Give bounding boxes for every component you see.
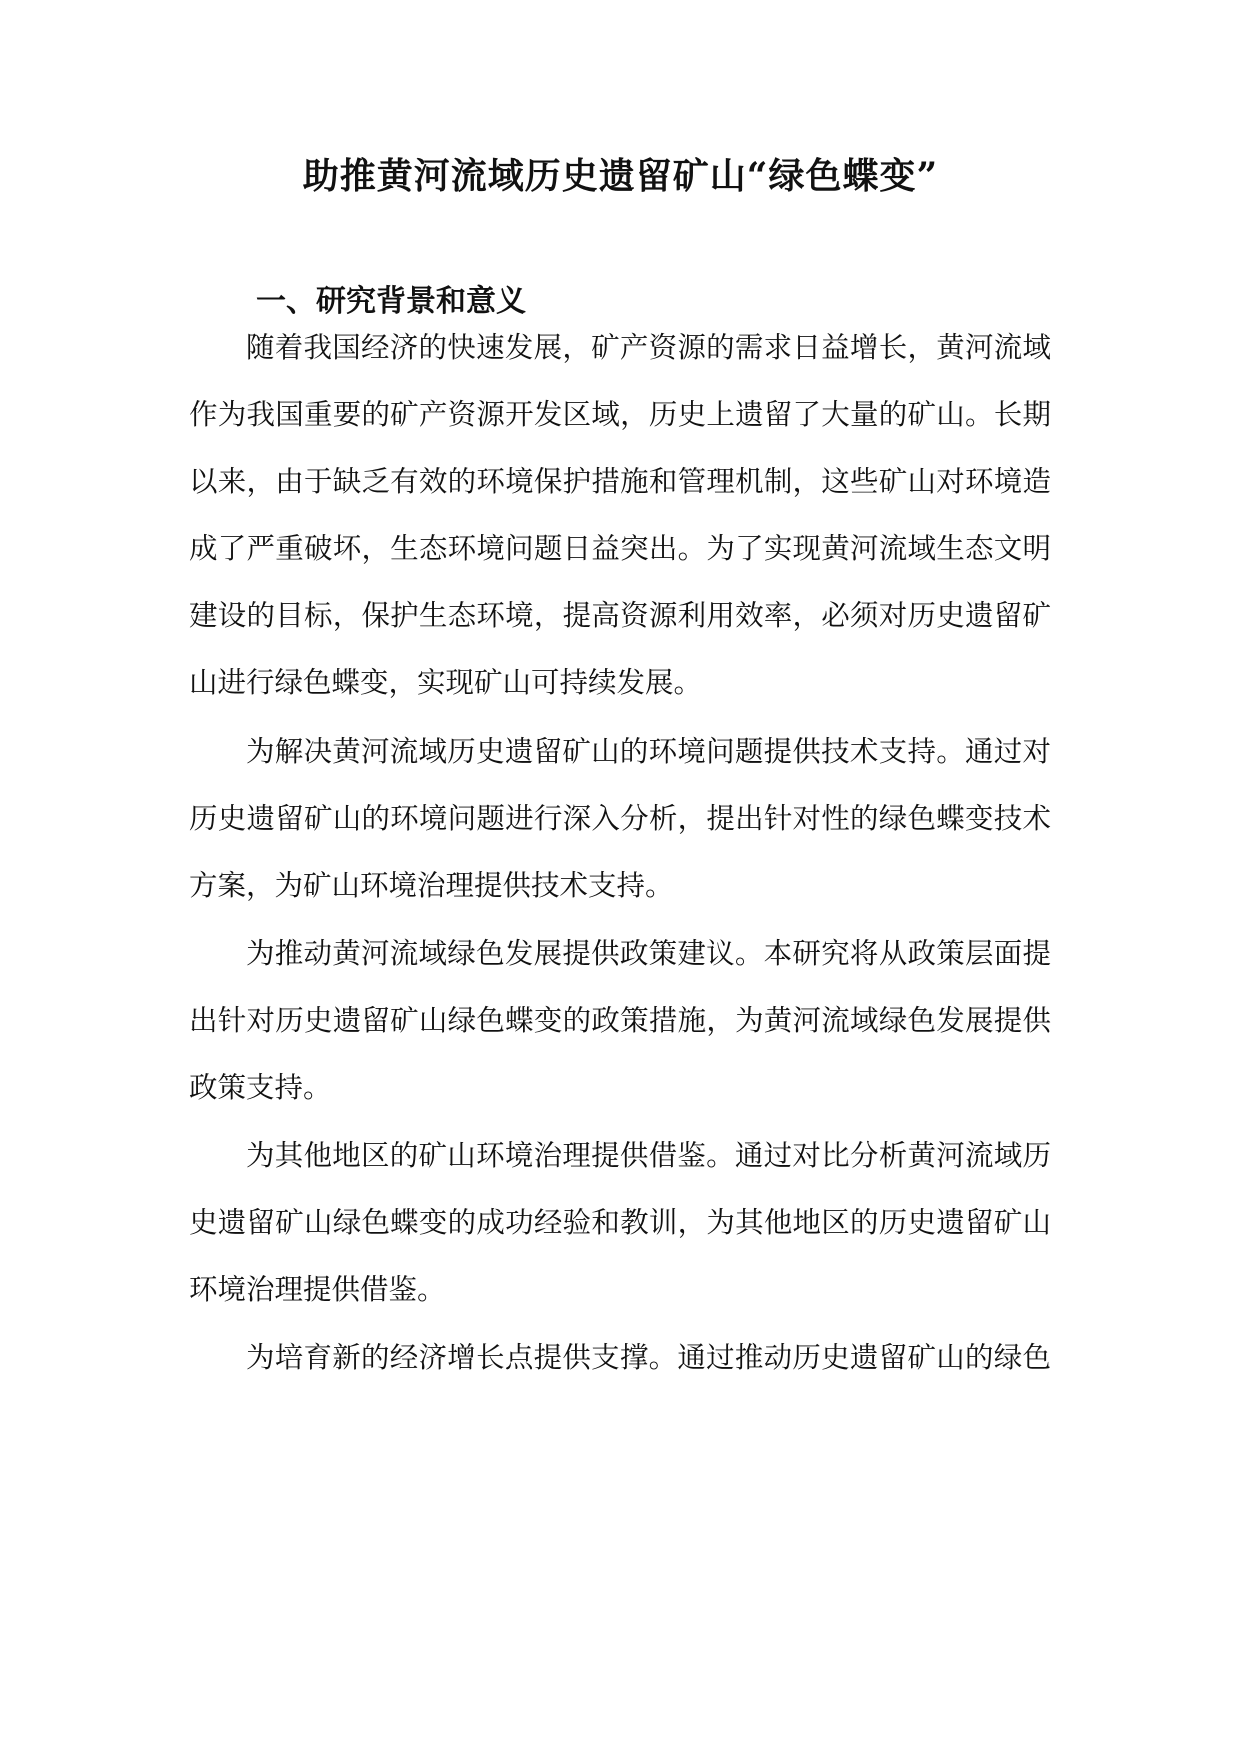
- paragraph-line: 以来，由于缺乏有效的环境保护措施和管理机制，这些矿山对环境造: [189, 465, 1051, 498]
- section-heading: 一、研究背景和意义: [256, 284, 526, 319]
- paragraph-line: 环境治理提供借鉴。: [189, 1273, 446, 1306]
- paragraph-line: 成了严重破坏，生态环境问题日益突出。为了实现黄河流域生态文明: [189, 532, 1051, 565]
- paragraph-line: 作为我国重要的矿产资源开发区域，历史上遗留了大量的矿山。长期: [189, 398, 1051, 431]
- paragraph-line: 史遗留矿山绿色蝶变的成功经验和教训，为其他地区的历史遗留矿山: [189, 1206, 1051, 1239]
- paragraph-line: 为培育新的经济增长点提供支撑。通过推动历史遗留矿山的绿色: [246, 1341, 1051, 1374]
- paragraph-line: 出针对历史遗留矿山绿色蝶变的政策措施，为黄河流域绿色发展提供: [189, 1004, 1051, 1037]
- paragraph-line: 政策支持。: [189, 1071, 332, 1104]
- paragraph-line: 为推动黄河流域绿色发展提供政策建议。本研究将从政策层面提: [246, 937, 1051, 970]
- paragraph-line: 为解决黄河流域历史遗留矿山的环境问题提供技术支持。通过对: [246, 735, 1051, 768]
- document-title: 助推黄河流域历史遗留矿山“绿色蝶变”: [302, 155, 939, 197]
- paragraph-line: 方案，为矿山环境治理提供技术支持。: [189, 869, 674, 902]
- paragraph-line: 随着我国经济的快速发展，矿产资源的需求日益增长，黄河流域: [246, 331, 1051, 364]
- paragraph-line: 为其他地区的矿山环境治理提供借鉴。通过对比分析黄河流域历: [246, 1139, 1051, 1172]
- paragraph-line: 建设的目标，保护生态环境，提高资源利用效率，必须对历史遗留矿: [189, 599, 1051, 632]
- paragraph-line: 山进行绿色蝶变，实现矿山可持续发展。: [189, 666, 703, 699]
- paragraph-line: 历史遗留矿山的环境问题进行深入分析，提出针对性的绿色蝶变技术: [189, 802, 1051, 835]
